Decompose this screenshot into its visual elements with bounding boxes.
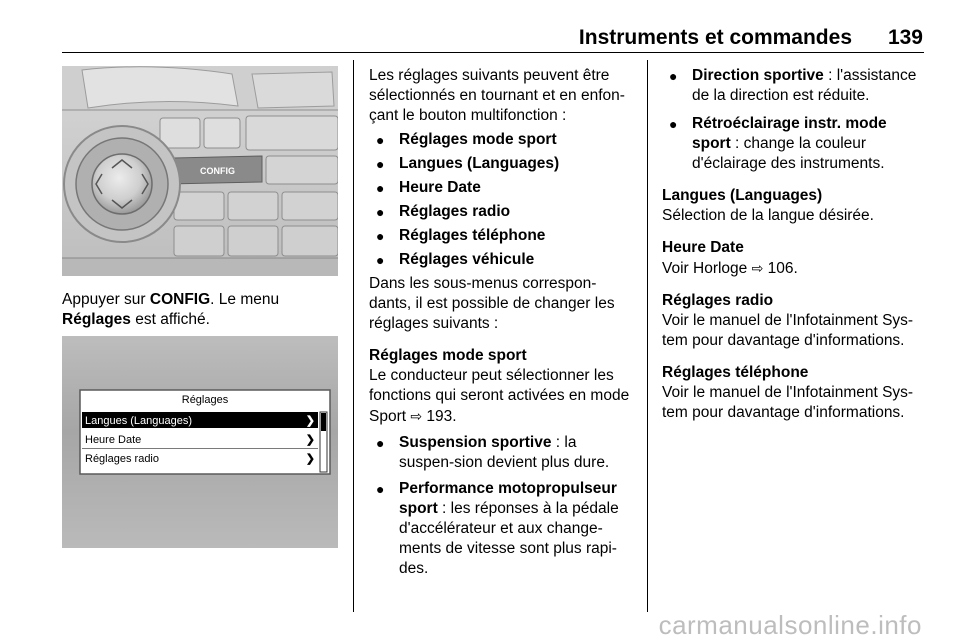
section-text: Voir le manuel de l'Infotainment Sys-tem pour davantage d'informations. [662, 384, 914, 421]
config-button-label: CONFIG [200, 166, 235, 176]
bullet-icon: ● [376, 156, 385, 172]
chevron-right-icon: ❯ [305, 453, 315, 465]
section-heading: Langues (Languages) [662, 187, 823, 204]
column-divider-right [647, 60, 648, 612]
chevron-right-icon: ❯ [305, 434, 315, 446]
list-item: ● Langues (Languages) [376, 155, 560, 172]
section-text: Voir le manuel de l'Infotainment Sys-tem pour davantage d'informations. [662, 312, 914, 349]
bullet-icon: ● [376, 204, 385, 220]
list-item: ● Rétroéclairage instr. mode sport : change la couleur d'éclairage des instruments. [669, 115, 887, 172]
bullet-icon: ● [376, 252, 385, 268]
right-column [662, 66, 928, 423]
display-item-languages[interactable]: Langues (Languages) ❯ [85, 415, 315, 427]
list-item: ● Réglages radio [376, 203, 511, 220]
header-rule [62, 52, 924, 53]
submenu-paragraph: Dans les sous-menus correspon-dants, il est possible de changer les réglages suivants : [369, 275, 615, 332]
list-item: ● Heure Date [376, 179, 481, 196]
list-item: ● Direction sportive : l'assistance de la direction est réduite. [669, 67, 917, 104]
list-item: ● Réglages véhicule [376, 251, 535, 268]
page-number: 139 [887, 26, 923, 49]
bullet-icon: ● [669, 116, 678, 132]
list-item: ● Réglages mode sport [376, 131, 557, 148]
middle-column [369, 66, 635, 579]
column-divider-left [353, 60, 354, 612]
section-heading: Réglages radio [662, 292, 774, 309]
bullet-icon: ● [376, 435, 385, 451]
section-text: Sélection de la langue désirée. [662, 207, 874, 224]
bullet-icon: ● [376, 180, 385, 196]
bullet-icon: ● [376, 228, 385, 244]
bullet-icon: ● [669, 68, 678, 84]
dashboard-photo [62, 66, 338, 276]
list-item: ● Performance motopropulseur sport : les réponses à la pédale d'accélérateur et aux change-ments de vitesse sont plus rapi-des. [376, 480, 619, 577]
page-title: Instruments et commandes [578, 26, 852, 49]
reference-arrow-icon: ⇨ [410, 408, 423, 424]
intro-paragraph: Les réglages suivants peuvent être sélectionnés en tournant et en enfon-çant le bouton multifonction : [369, 67, 625, 124]
section-heading: Heure Date [662, 239, 744, 256]
chevron-right-icon: ❯ [305, 415, 315, 427]
list-item: ● Suspension sportive : la suspen-sion devient plus dure. [376, 434, 610, 471]
display-item-heure-date[interactable]: Heure Date ❯ [85, 434, 315, 446]
section-text: Voir Horloge ⇨ 106. [662, 260, 798, 277]
section-heading: Réglages téléphone [662, 364, 809, 381]
config-button-illustration [62, 66, 338, 276]
display-item-reglages-radio[interactable]: Réglages radio ❯ [85, 453, 315, 465]
display-title: Réglages [181, 394, 229, 406]
reference-arrow-icon: ⇨ [751, 260, 764, 276]
section-heading: Réglages mode sport [369, 347, 527, 364]
sport-paragraph: Le conducteur peut sélectionner les fonctions qui seront activées en mode Sport ⇨ 193. [369, 367, 630, 425]
settings-display [62, 336, 338, 548]
watermark: carmanualsonline.info [658, 610, 922, 640]
bullet-icon: ● [376, 481, 385, 497]
bullet-icon: ● [376, 132, 385, 148]
photo-caption: Appuyer sur CONFIG. Le menu Réglages est affiché. [62, 291, 280, 328]
page-header [0, 0, 960, 52]
list-item: ● Réglages téléphone [376, 227, 546, 244]
